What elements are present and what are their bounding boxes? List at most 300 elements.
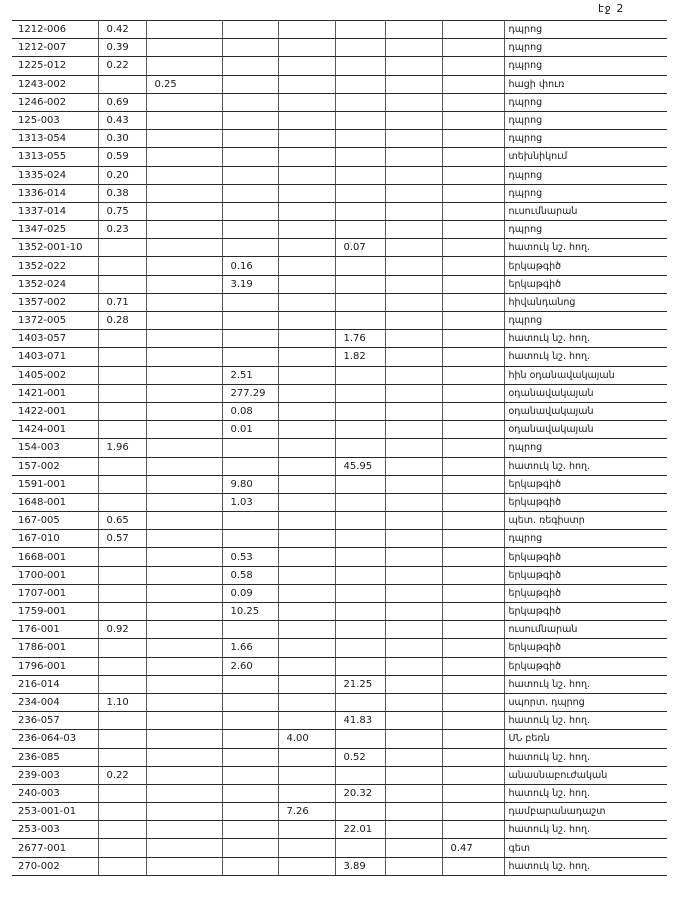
land-use-cell: գետ: [504, 839, 667, 857]
area-cell: [442, 712, 504, 730]
area-cell: [442, 439, 504, 457]
area-cell: [385, 657, 442, 675]
area-cell: [98, 566, 146, 584]
area-cell: 0.57: [98, 530, 146, 548]
table-row: [12, 803, 667, 821]
area-cell: [146, 784, 222, 802]
area-cell: [335, 621, 385, 639]
area-cell: [278, 312, 335, 330]
area-cell: [385, 93, 442, 111]
area-cell: [385, 475, 442, 493]
area-cell: [335, 657, 385, 675]
area-cell: [146, 348, 222, 366]
area-cell: 0.47: [442, 839, 504, 857]
area-cell: 0.01: [222, 421, 278, 439]
table-body: [12, 21, 667, 876]
table-row: [12, 75, 667, 93]
table-row: [12, 439, 667, 457]
area-cell: [222, 75, 278, 93]
parcel-code-cell: 1422-001: [12, 402, 98, 420]
area-cell: [98, 857, 146, 875]
area-cell: [98, 603, 146, 621]
area-cell: [98, 821, 146, 839]
area-cell: [222, 457, 278, 475]
table-row: [12, 475, 667, 493]
table-row: [12, 348, 667, 366]
area-cell: [146, 530, 222, 548]
area-cell: [278, 712, 335, 730]
table-row: [12, 748, 667, 766]
area-cell: [146, 766, 222, 784]
area-cell: [222, 330, 278, 348]
land-use-cell: հատուկ նշ. հող.: [504, 857, 667, 875]
land-use-cell: դպրոց: [504, 130, 667, 148]
area-cell: [222, 530, 278, 548]
area-cell: [278, 111, 335, 129]
table-row: [12, 148, 667, 166]
area-cell: [385, 239, 442, 257]
land-use-cell: սպորտ. դպրոց: [504, 693, 667, 711]
parcel-code-cell: 1591-001: [12, 475, 98, 493]
table-row: [12, 330, 667, 348]
area-cell: 0.53: [222, 548, 278, 566]
area-cell: [146, 312, 222, 330]
area-cell: [335, 57, 385, 75]
area-cell: [385, 312, 442, 330]
area-cell: [335, 730, 385, 748]
area-cell: [335, 548, 385, 566]
area-cell: [385, 566, 442, 584]
area-cell: [98, 457, 146, 475]
parcel-code-cell: 154-003: [12, 439, 98, 457]
area-cell: [335, 221, 385, 239]
area-cell: [98, 384, 146, 402]
parcel-code-cell: 1337-014: [12, 202, 98, 220]
area-cell: [442, 803, 504, 821]
area-cell: [442, 693, 504, 711]
land-use-cell: երկաթգիծ: [504, 257, 667, 275]
area-cell: [442, 821, 504, 839]
area-cell: [146, 493, 222, 511]
land-use-cell: տեխնիկում: [504, 148, 667, 166]
table-row: [12, 93, 667, 111]
land-use-cell: հատուկ նշ. հող.: [504, 821, 667, 839]
area-cell: [442, 239, 504, 257]
parcel-code-cell: 1403-057: [12, 330, 98, 348]
area-cell: [146, 621, 222, 639]
area-cell: [442, 111, 504, 129]
table-row: [12, 57, 667, 75]
area-cell: [442, 221, 504, 239]
area-cell: 0.08: [222, 402, 278, 420]
area-cell: 0.58: [222, 566, 278, 584]
area-cell: [278, 148, 335, 166]
area-cell: [442, 130, 504, 148]
area-cell: [278, 439, 335, 457]
land-use-cell: դպրոց: [504, 439, 667, 457]
area-cell: [98, 239, 146, 257]
table-row: [12, 312, 667, 330]
parcel-code-cell: 1352-024: [12, 275, 98, 293]
parcel-code-cell: 1700-001: [12, 566, 98, 584]
area-cell: [442, 675, 504, 693]
area-cell: [222, 111, 278, 129]
table-row: [12, 293, 667, 311]
area-cell: 1.82: [335, 348, 385, 366]
table-row: [12, 675, 667, 693]
area-cell: [278, 693, 335, 711]
area-cell: [222, 693, 278, 711]
area-cell: [385, 330, 442, 348]
table-row: [12, 621, 667, 639]
area-cell: [385, 130, 442, 148]
area-cell: 0.20: [98, 166, 146, 184]
area-cell: [442, 730, 504, 748]
area-cell: 0.69: [98, 93, 146, 111]
parcel-code-cell: 176-001: [12, 621, 98, 639]
land-use-cell: հատուկ նշ. հող.: [504, 712, 667, 730]
table-row: [12, 384, 667, 402]
area-cell: [385, 603, 442, 621]
area-cell: 20.32: [335, 784, 385, 802]
area-cell: [335, 766, 385, 784]
area-cell: [146, 366, 222, 384]
area-cell: [146, 603, 222, 621]
area-cell: 2.51: [222, 366, 278, 384]
parcel-code-cell: 1707-001: [12, 584, 98, 602]
area-cell: [385, 421, 442, 439]
area-cell: [335, 803, 385, 821]
area-cell: [146, 21, 222, 39]
table-row: [12, 857, 667, 875]
land-use-cell: ուսումնարան: [504, 621, 667, 639]
area-cell: 4.00: [278, 730, 335, 748]
parcel-code-cell: 125-003: [12, 111, 98, 129]
area-cell: [222, 166, 278, 184]
land-use-cell: հին օդանավակայան: [504, 366, 667, 384]
area-cell: [146, 821, 222, 839]
parcel-code-cell: 236-085: [12, 748, 98, 766]
area-cell: [278, 402, 335, 420]
table-row: [12, 693, 667, 711]
table-row: [12, 548, 667, 566]
area-cell: [278, 348, 335, 366]
area-cell: [146, 293, 222, 311]
area-cell: [146, 221, 222, 239]
area-cell: [385, 512, 442, 530]
area-cell: [146, 839, 222, 857]
area-cell: [146, 857, 222, 875]
area-cell: [98, 493, 146, 511]
area-cell: 1.03: [222, 493, 278, 511]
parcel-code-cell: 1212-006: [12, 21, 98, 39]
area-cell: [335, 275, 385, 293]
area-cell: [146, 130, 222, 148]
area-cell: 0.22: [98, 57, 146, 75]
area-cell: [442, 202, 504, 220]
area-cell: 22.01: [335, 821, 385, 839]
area-cell: [385, 184, 442, 202]
area-cell: [278, 657, 335, 675]
area-cell: [442, 584, 504, 602]
area-cell: [222, 312, 278, 330]
area-cell: [442, 657, 504, 675]
table-row: [12, 821, 667, 839]
area-cell: [98, 839, 146, 857]
parcel-code-cell: 1347-025: [12, 221, 98, 239]
area-cell: [442, 184, 504, 202]
area-cell: [222, 803, 278, 821]
area-cell: [278, 548, 335, 566]
parcel-code-cell: 1336-014: [12, 184, 98, 202]
area-cell: [335, 402, 385, 420]
area-cell: 1.10: [98, 693, 146, 711]
area-cell: [146, 93, 222, 111]
area-cell: [385, 221, 442, 239]
area-cell: [146, 202, 222, 220]
area-cell: [442, 293, 504, 311]
table-row: [12, 530, 667, 548]
table-row: [12, 639, 667, 657]
area-cell: 9.80: [222, 475, 278, 493]
area-cell: [278, 239, 335, 257]
land-use-cell: հատուկ նշ. հող.: [504, 748, 667, 766]
area-cell: [278, 821, 335, 839]
area-cell: [335, 257, 385, 275]
table-row: [12, 39, 667, 57]
area-cell: 0.39: [98, 39, 146, 57]
area-cell: [278, 384, 335, 402]
area-cell: [278, 530, 335, 548]
area-cell: [385, 21, 442, 39]
area-cell: 0.43: [98, 111, 146, 129]
parcel-code-cell: 216-014: [12, 675, 98, 693]
area-cell: [335, 384, 385, 402]
area-cell: 0.75: [98, 202, 146, 220]
area-cell: 0.59: [98, 148, 146, 166]
area-cell: 2.60: [222, 657, 278, 675]
area-cell: [385, 293, 442, 311]
table-row: [12, 657, 667, 675]
area-cell: [222, 621, 278, 639]
parcel-code-cell: 239-003: [12, 766, 98, 784]
area-cell: [222, 512, 278, 530]
table-row: [12, 21, 667, 39]
area-cell: [442, 639, 504, 657]
area-cell: [146, 57, 222, 75]
parcel-code-cell: 167-005: [12, 512, 98, 530]
area-cell: 0.65: [98, 512, 146, 530]
area-cell: [385, 712, 442, 730]
area-cell: [335, 584, 385, 602]
area-cell: [146, 675, 222, 693]
area-cell: [98, 348, 146, 366]
area-cell: [222, 93, 278, 111]
table-row: [12, 603, 667, 621]
area-cell: [278, 584, 335, 602]
area-cell: [335, 39, 385, 57]
table-row: [12, 566, 667, 584]
area-cell: [222, 221, 278, 239]
area-cell: [442, 512, 504, 530]
parcel-code-cell: 234-004: [12, 693, 98, 711]
area-cell: [278, 566, 335, 584]
area-cell: [385, 730, 442, 748]
parcel-code-cell: 1357-002: [12, 293, 98, 311]
area-cell: 0.25: [146, 75, 222, 93]
land-use-cell: երկաթգիծ: [504, 584, 667, 602]
land-use-cell: դպրոց: [504, 39, 667, 57]
area-cell: [278, 457, 335, 475]
parcel-code-cell: 253-001-01: [12, 803, 98, 821]
land-use-cell: երկաթգիծ: [504, 603, 667, 621]
area-cell: [146, 384, 222, 402]
parcel-code-cell: 1405-002: [12, 366, 98, 384]
area-cell: [222, 821, 278, 839]
area-cell: [442, 493, 504, 511]
area-cell: 0.16: [222, 257, 278, 275]
land-use-cell: անասնաբուժական: [504, 766, 667, 784]
parcel-code-cell: 236-064-03: [12, 730, 98, 748]
parcel-code-cell: 1796-001: [12, 657, 98, 675]
table-row: [12, 221, 667, 239]
area-cell: [385, 639, 442, 657]
area-cell: [278, 93, 335, 111]
table-row: [12, 202, 667, 220]
table-row: [12, 184, 667, 202]
area-cell: [335, 166, 385, 184]
area-cell: [222, 675, 278, 693]
area-cell: [222, 839, 278, 857]
area-cell: [278, 621, 335, 639]
area-cell: [222, 748, 278, 766]
area-cell: [442, 39, 504, 57]
area-cell: [335, 639, 385, 657]
area-cell: 1.96: [98, 439, 146, 457]
table-row: [12, 493, 667, 511]
area-cell: [146, 548, 222, 566]
area-cell: [442, 784, 504, 802]
area-cell: 21.25: [335, 675, 385, 693]
area-cell: [385, 857, 442, 875]
area-cell: [335, 475, 385, 493]
area-cell: [98, 675, 146, 693]
land-use-cell: հատուկ նշ. հող.: [504, 348, 667, 366]
land-use-cell: դպրոց: [504, 530, 667, 548]
land-use-cell: դպրոց: [504, 166, 667, 184]
area-cell: [335, 366, 385, 384]
area-cell: [222, 712, 278, 730]
area-cell: [442, 857, 504, 875]
area-cell: [98, 330, 146, 348]
area-cell: [442, 766, 504, 784]
parcel-code-cell: 1372-005: [12, 312, 98, 330]
area-cell: [98, 803, 146, 821]
area-cell: [442, 621, 504, 639]
area-cell: [146, 239, 222, 257]
area-cell: [335, 439, 385, 457]
land-use-cell: դպրոց: [504, 221, 667, 239]
area-cell: [442, 384, 504, 402]
land-use-cell: հացի փուռ: [504, 75, 667, 93]
land-use-cell: դպրոց: [504, 111, 667, 129]
area-cell: 0.92: [98, 621, 146, 639]
land-register-table: [12, 20, 667, 876]
land-use-cell: դպրոց: [504, 312, 667, 330]
area-cell: [335, 293, 385, 311]
area-cell: 41.83: [335, 712, 385, 730]
area-cell: [146, 111, 222, 129]
land-use-cell: դամբարանադաշտ: [504, 803, 667, 821]
area-cell: [278, 130, 335, 148]
area-cell: [278, 748, 335, 766]
parcel-code-cell: 1421-001: [12, 384, 98, 402]
area-cell: [385, 275, 442, 293]
area-cell: [146, 39, 222, 57]
area-cell: [442, 166, 504, 184]
area-cell: [442, 75, 504, 93]
area-cell: [146, 512, 222, 530]
parcel-code-cell: 236-057: [12, 712, 98, 730]
area-cell: [385, 257, 442, 275]
area-cell: [98, 402, 146, 420]
area-cell: [146, 257, 222, 275]
parcel-code-cell: 1352-001-10: [12, 239, 98, 257]
land-use-cell: հատուկ նշ. հող.: [504, 239, 667, 257]
area-cell: 45.95: [335, 457, 385, 475]
area-cell: [146, 748, 222, 766]
parcel-code-cell: 1246-002: [12, 93, 98, 111]
area-cell: [222, 293, 278, 311]
table-row: [12, 166, 667, 184]
area-cell: [222, 439, 278, 457]
area-cell: [278, 21, 335, 39]
area-cell: [385, 148, 442, 166]
parcel-code-cell: 253-003: [12, 821, 98, 839]
area-cell: [385, 57, 442, 75]
area-cell: [222, 857, 278, 875]
table-row: [12, 512, 667, 530]
area-cell: [278, 421, 335, 439]
table-row: [12, 839, 667, 857]
area-cell: [442, 548, 504, 566]
parcel-code-cell: 240-003: [12, 784, 98, 802]
area-cell: 1.76: [335, 330, 385, 348]
area-cell: [385, 693, 442, 711]
area-cell: [442, 275, 504, 293]
area-cell: [442, 148, 504, 166]
area-cell: [442, 93, 504, 111]
area-cell: [222, 148, 278, 166]
table-row: [12, 730, 667, 748]
area-cell: [222, 202, 278, 220]
area-cell: [98, 421, 146, 439]
land-use-cell: դպրոց: [504, 184, 667, 202]
area-cell: [222, 239, 278, 257]
area-cell: [385, 202, 442, 220]
area-cell: [278, 330, 335, 348]
area-cell: [385, 439, 442, 457]
land-use-cell: դպրոց: [504, 93, 667, 111]
area-cell: [442, 257, 504, 275]
table-row: [12, 402, 667, 420]
area-cell: [222, 348, 278, 366]
area-cell: 0.38: [98, 184, 146, 202]
parcel-code-cell: 167-010: [12, 530, 98, 548]
land-use-cell: օդանավակայան: [504, 402, 667, 420]
table-row: [12, 766, 667, 784]
table-row: [12, 130, 667, 148]
